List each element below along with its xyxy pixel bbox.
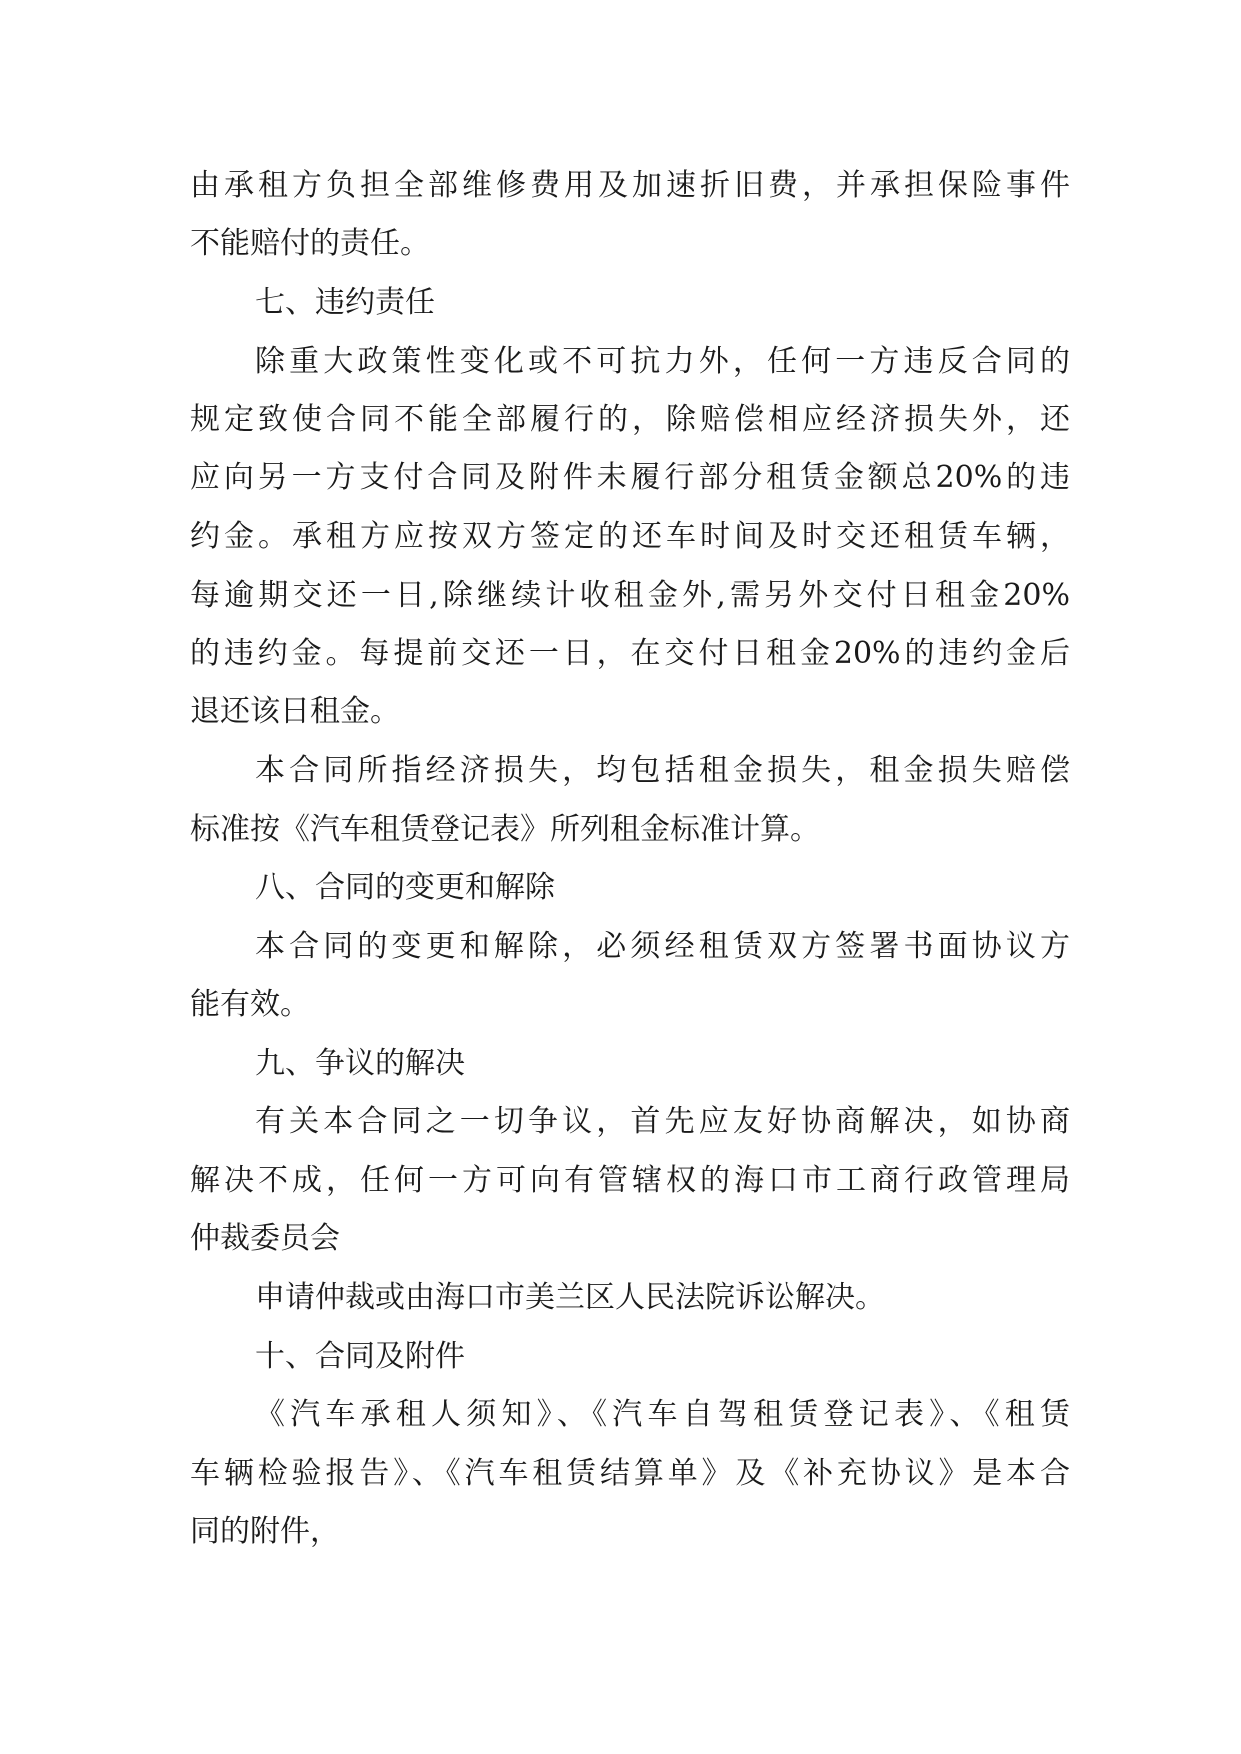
text-line: 车辆检验报告》、《汽车租赁结算单》及《补充协议》是本合 <box>190 1456 1070 1491</box>
text-line: 除重大政策性变化或不可抗力外，任何一方违反合同的 <box>255 344 1070 379</box>
text-line: 有关本合同之一切争议，首先应友好协商解决，如协商 <box>255 1104 1070 1139</box>
text-line: 不能赔付的责任。 <box>190 226 430 261</box>
text-line: 本合同所指经济损失，均包括租金损失，租金损失赔偿 <box>255 753 1070 788</box>
text-line: 《汽车承租人须知》、《汽车自驾租赁登记表》、《租赁 <box>255 1397 1070 1432</box>
text-line: 同的附件， <box>190 1514 340 1549</box>
text-line: 仲裁委员会 <box>190 1221 340 1256</box>
text-line: 能有效。 <box>190 987 310 1022</box>
text-line: 的违约金。每提前交还一日，在交付日租金20%的违约金后 <box>190 636 1070 671</box>
text-line: 规定致使合同不能全部履行的，除赔偿相应经济损失外，还 <box>190 402 1070 437</box>
text-line: 申请仲裁或由海口市美兰区人民法院诉讼解决。 <box>255 1280 885 1315</box>
section-heading: 九、争议的解决 <box>255 1046 465 1081</box>
text-line: 解决不成，任何一方可向有管辖权的海口市工商行政管理局 <box>190 1163 1070 1198</box>
text-line: 本合同的变更和解除，必须经租赁双方签署书面协议方 <box>255 929 1070 964</box>
section-heading: 八、合同的变更和解除 <box>255 870 555 905</box>
section-heading: 十、合同及附件 <box>255 1339 465 1374</box>
text-line: 每逾期交还一日,除继续计收租金外,需另外交付日租金20% <box>190 578 1070 613</box>
text-line: 退还该日租金。 <box>190 694 400 729</box>
text-line: 由承租方负担全部维修费用及加速折旧费，并承担保险事件 <box>190 168 1070 203</box>
text-line: 标准按《汽车租赁登记表》所列租金标准计算。 <box>190 812 820 847</box>
text-line: 约金。承租方应按双方签定的还车时间及时交还租赁车辆， <box>190 519 1070 554</box>
section-heading: 七、违约责任 <box>255 285 435 320</box>
text-line: 应向另一方支付合同及附件未履行部分租赁金额总20%的违 <box>190 460 1070 495</box>
